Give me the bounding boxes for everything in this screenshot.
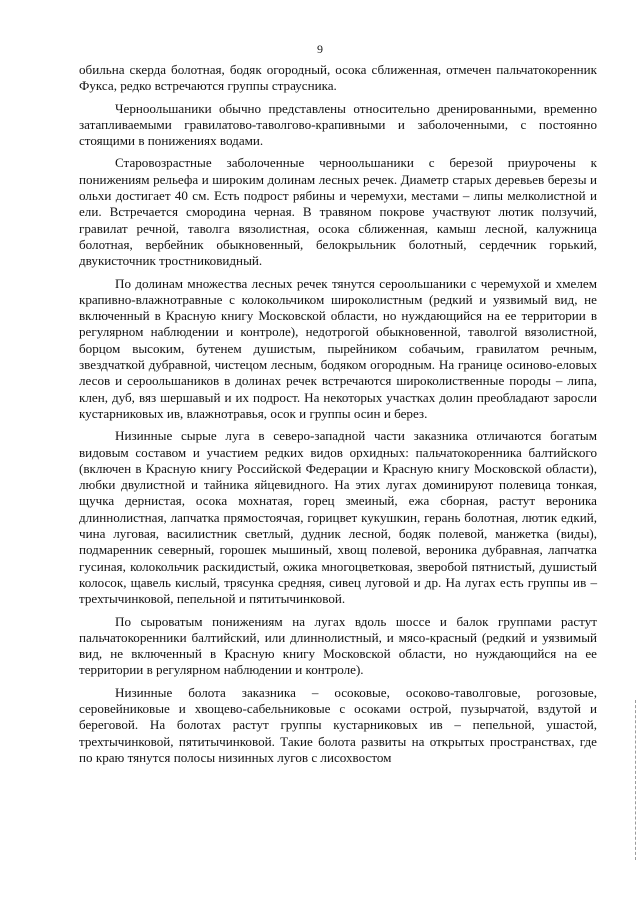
paragraph-lowland-bogs: Низинные болота заказника – осоковые, осоково-таволговые, рогозовые, серовейниковые и хвощево-сабельниковые с осоками острой, пузырчатой, вздутой и береговой. На болотах растут группы кустарниковых ив – пепельной, ушастой, трехтычинковой, пятитычинковой. Такие болота развиты на открытых пространствах, где по краю тянутся полосы низинных лугов с лисохвостом (79, 684, 597, 765)
scan-edge-mark (634, 700, 636, 860)
paragraph-black-alder-forests: Черноольшаники обычно представлены относительно дренированными, временно затапливаемыми гравилатово-таволгово-крапивными и заболоченными, с постоянно стоящими в понижениях водами. (79, 100, 597, 149)
paragraph-lowland-wet-meadows: Низинные сырые луга в северо-западной части заказника отличаются богатым видовым составом и участием редких видов орхидных: пальчатокоренника балтийского (включен в Красную книгу Российской Федерации и Красную книгу Московской области), любки двулистной и тайника яйцевидного. На этих лугах доминируют полевица тонкая, щучка дернистая, осока мохнатая, горец змеиный, ежа сборная, растут вероника длиннолистная, лапчатка прямостоячая, горицвет кукушкин, герань болотная, лютик едкий, чина луговая, василистник светлый, дудник лесной, бодяк полевой, манжетка (виды), подмаренник северный, горошек мышиный, хвощ полевой, вероника дубравная, лапчатка гусиная, колокольчик раскидистый, ожика многоцветковая, зверобой пятнистый, душистый колосок, щавель кислый, трясунка средняя, сивец луговой и др. На лугах есть группы ив – трехтычинковой, пепельной и пятитычинковой. (79, 428, 597, 607)
paragraph-grey-alder-valleys: По долинам множества лесных речек тянутся сероольшаники с черемухой и хмелем крапивно-влажнотравные с колокольчиком широколистным (редкий и уязвимый вид, не включенный в Красную книгу Московской области, но нуждающийся на ее территории в регулярном наблюдении и контроле), недотрогой обыкновенной, таволгой вязолистной, борцом высоким, бутенем душистым, пырейником собачьим, гравилатом речным, звездчаткой дубравной, чистецом лесным, бодяком огородным. На границе осиново-еловых лесов и сероольшаников в долинах речек встречаются широколиственные породы – липа, клен, дуб, вяз шершавый и их подрост. На некоторых участках долин преобладают заросли кустарниковых ив, влажнотравья, осок и группы осин и берез. (79, 275, 597, 421)
paragraph-old-swampy-alder-forests: Старовозрастные заболоченные черноольшаники с березой приурочены к понижениям рельефа и широким долинам лесных речек. Диаметр старых деревьев березы и ольхи достигает 40 см. Есть подрост рябины и черемухи, местами – липы мелколистной и ели. Встречается смородина черная. В травяном покрове участвуют лютик ползучий, гравилат речной, таволга вязолистная, осока сближенная, камыш лесной, калужница болотная, вербейник обыкновенный, белокрыльник болотный, сердечник горький, двукисточник тростниковидный. (79, 155, 597, 269)
paragraph-continued: обильна скерда болотная, бодяк огородный, осока сближенная, отмечен пальчатокоренник Фукса, редко встречаются группы страусника. (79, 62, 597, 94)
paragraph-damp-depressions: По сыроватым понижениям на лугах вдоль шоссе и балок группами растут пальчатокоренники балтийский, или длиннолистный, и мясо-красный (редкий и уязвимый вид, не включенный в Красную книгу Московской области, но нуждающийся на ее территории в регулярном наблюдении и контроле). (79, 613, 597, 678)
document-body (79, 62, 597, 772)
page-number: 9 (317, 42, 323, 56)
